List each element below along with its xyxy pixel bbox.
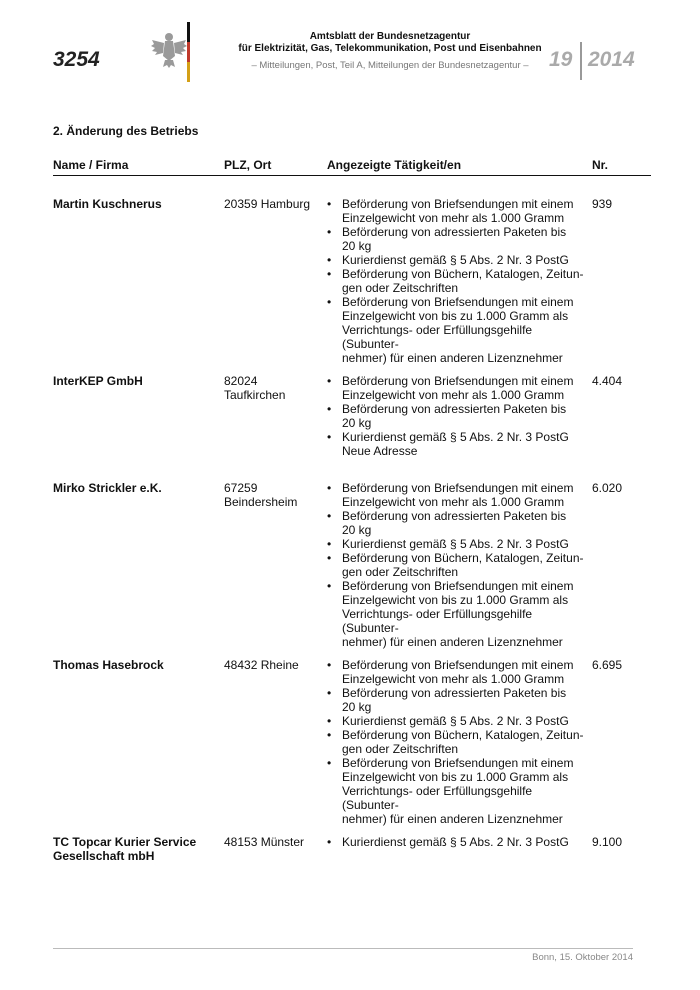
activity-line: Einzelgewicht von mehr als 1.000 Gramm bbox=[342, 388, 565, 402]
activity-line: 20 kg bbox=[342, 700, 372, 714]
activity-line: Verrichtungs- oder Erfüllungsgehilfe (Subunter- bbox=[342, 323, 533, 351]
entry-name-line: Mirko Strickler e.K. bbox=[53, 481, 162, 495]
activity-line: gen oder Zeitschriften bbox=[342, 281, 459, 295]
entry-place-line: Taufkirchen bbox=[224, 388, 286, 402]
activity-line: Einzelgewicht von bis zu 1.000 Gramm als bbox=[342, 770, 569, 784]
entry-place-line: Beindersheim bbox=[224, 495, 298, 509]
activity-item bbox=[327, 551, 589, 579]
activity-item bbox=[327, 225, 589, 253]
activity-line: Beförderung von Büchern, Katalogen, Zeitun- bbox=[342, 551, 584, 565]
activity-item bbox=[327, 686, 589, 714]
activity-line: Beförderung von Briefsendungen mit einem bbox=[342, 481, 574, 495]
entry-place-line: 48153 Münster bbox=[224, 835, 305, 849]
entry-name-line: Martin Kuschnerus bbox=[53, 197, 162, 211]
activity-line: Einzelgewicht von mehr als 1.000 Gramm bbox=[342, 211, 565, 225]
activity-item bbox=[327, 509, 589, 537]
bullet-icon: • bbox=[327, 686, 332, 700]
bullet-icon: • bbox=[327, 374, 332, 388]
activity-line: gen oder Zeitschriften bbox=[342, 565, 459, 579]
activity-line: 20 kg bbox=[342, 239, 372, 253]
activity-line: gen oder Zeitschriften bbox=[342, 742, 459, 756]
activity-item bbox=[327, 714, 589, 728]
entry-activities bbox=[327, 197, 589, 365]
column-header-activities: Angezeigte Tätigkeit/en bbox=[327, 158, 462, 172]
bullet-icon: • bbox=[327, 197, 332, 211]
activity-line: Verrichtungs- oder Erfüllungsgehilfe (Subunter- bbox=[342, 607, 533, 635]
activity-item bbox=[327, 197, 589, 225]
activity-item bbox=[327, 430, 589, 444]
activity-line: nehmer) für einen anderen Lizenznehmer bbox=[342, 635, 563, 649]
entry-place bbox=[224, 658, 319, 672]
bullet-icon: • bbox=[327, 756, 332, 770]
bullet-icon: • bbox=[327, 430, 332, 444]
activity-line: 20 kg bbox=[342, 416, 372, 430]
activity-line: Einzelgewicht von mehr als 1.000 Gramm bbox=[342, 672, 565, 686]
activity-line: Einzelgewicht von bis zu 1.000 Gramm als bbox=[342, 593, 569, 607]
activity-line: Beförderung von adressierten Paketen bis bbox=[342, 686, 567, 700]
bullet-icon: • bbox=[327, 295, 332, 309]
gazette-subtitle: für Elektrizität, Gas, Telekommunikation, Post und Eisenbahnen bbox=[238, 43, 542, 54]
activity-line: nehmer) für einen anderen Lizenznehmer bbox=[342, 812, 563, 826]
entry-place bbox=[224, 835, 319, 849]
activity-line: Kurierdienst gemäß § 5 Abs. 2 Nr. 3 PostG bbox=[342, 714, 569, 728]
entry-name-line: Thomas Hasebrock bbox=[53, 658, 164, 672]
bullet-icon: • bbox=[327, 551, 332, 565]
activity-item bbox=[327, 579, 589, 649]
issue-number: 19 bbox=[549, 48, 573, 71]
entry-number: 6.020 bbox=[592, 481, 623, 495]
footer-date: Bonn, 15. Oktober 2014 bbox=[532, 952, 633, 963]
bullet-icon: • bbox=[327, 835, 332, 849]
issue-divider bbox=[580, 42, 582, 80]
activity-line: Kurierdienst gemäß § 5 Abs. 2 Nr. 3 PostG bbox=[342, 835, 569, 849]
column-header-nr: Nr. bbox=[592, 158, 609, 172]
entry-name bbox=[53, 481, 218, 495]
activity-line: Beförderung von Briefsendungen mit einem bbox=[342, 374, 574, 388]
activity-item bbox=[327, 267, 589, 295]
entry-activities bbox=[327, 481, 589, 649]
activity-line: 20 kg bbox=[342, 523, 372, 537]
activity-item bbox=[327, 402, 589, 430]
activity-item bbox=[327, 253, 589, 267]
activity-line: Beförderung von Briefsendungen mit einem bbox=[342, 756, 574, 770]
entry-number: 6.695 bbox=[592, 658, 623, 672]
column-header-name: Name / Firma bbox=[53, 158, 129, 172]
activity-line: Beförderung von Briefsendungen mit einem bbox=[342, 579, 574, 593]
activity-line: Verrichtungs- oder Erfüllungsgehilfe (Subunter- bbox=[342, 784, 533, 812]
footer-rule bbox=[53, 948, 633, 949]
entry-number: 4.404 bbox=[592, 374, 623, 388]
bullet-icon: • bbox=[327, 253, 332, 267]
entry-activities bbox=[327, 374, 589, 458]
entry-number: 939 bbox=[592, 197, 613, 211]
activity-line: Kurierdienst gemäß § 5 Abs. 2 Nr. 3 PostG bbox=[342, 537, 569, 551]
entry-number: 9.100 bbox=[592, 835, 623, 849]
bullet-icon: • bbox=[327, 579, 332, 593]
entry-place bbox=[224, 197, 319, 211]
bullet-icon: • bbox=[327, 402, 332, 416]
activity-line: Beförderung von adressierten Paketen bis bbox=[342, 402, 567, 416]
activity-line: Beförderung von Briefsendungen mit einem bbox=[342, 197, 574, 211]
entry-note: Neue Adresse bbox=[342, 444, 418, 458]
entry-place bbox=[224, 481, 319, 509]
section-title: 2. Änderung des Betriebs bbox=[53, 124, 199, 138]
entry-place-line: 67259 bbox=[224, 481, 258, 495]
gazette-title: Amtsblatt der Bundesnetzagentur bbox=[309, 31, 471, 42]
bullet-icon: • bbox=[327, 728, 332, 742]
entry-place-line: 20359 Hamburg bbox=[224, 197, 311, 211]
activity-line: Beförderung von adressierten Paketen bis bbox=[342, 509, 567, 523]
page-number: 3254 bbox=[53, 48, 100, 71]
activity-item bbox=[327, 835, 589, 849]
entry-name bbox=[53, 658, 218, 672]
entry-place bbox=[224, 374, 319, 402]
activity-line: Einzelgewicht von mehr als 1.000 Gramm bbox=[342, 495, 565, 509]
gazette-section: – Mitteilungen, Post, Teil A, Mitteilungen der Bundesnetzagentur – bbox=[251, 60, 529, 71]
activity-line: nehmer) für einen anderen Lizenznehmer bbox=[342, 351, 563, 365]
entry-name bbox=[53, 197, 218, 211]
bullet-icon: • bbox=[327, 658, 332, 672]
activity-item bbox=[327, 658, 589, 686]
entry-name bbox=[53, 835, 218, 863]
entry-name-line: TC Topcar Kurier Service bbox=[53, 835, 197, 849]
issue-year: 2014 bbox=[588, 48, 635, 71]
activity-item bbox=[327, 756, 589, 826]
activity-line: Kurierdienst gemäß § 5 Abs. 2 Nr. 3 PostG bbox=[342, 253, 569, 267]
entry-name bbox=[53, 374, 218, 388]
entry-place-line: 48432 Rheine bbox=[224, 658, 299, 672]
activity-item bbox=[327, 481, 589, 509]
column-header-place: PLZ, Ort bbox=[224, 158, 272, 172]
activity-line: Beförderung von Büchern, Katalogen, Zeitun- bbox=[342, 267, 584, 281]
entry-place-line: 82024 bbox=[224, 374, 258, 388]
bullet-icon: • bbox=[327, 537, 332, 551]
activity-line: Einzelgewicht von bis zu 1.000 Gramm als bbox=[342, 309, 569, 323]
activity-line: Beförderung von Briefsendungen mit einem bbox=[342, 295, 574, 309]
bullet-icon: • bbox=[327, 509, 332, 523]
bullet-icon: • bbox=[327, 267, 332, 281]
activity-line: Kurierdienst gemäß § 5 Abs. 2 Nr. 3 PostG bbox=[342, 430, 569, 444]
activity-line: Beförderung von adressierten Paketen bis bbox=[342, 225, 567, 239]
federal-eagle-icon bbox=[150, 30, 188, 70]
activity-line: Beförderung von Briefsendungen mit einem bbox=[342, 658, 574, 672]
bullet-icon: • bbox=[327, 714, 332, 728]
activity-item bbox=[327, 295, 589, 365]
entry-activities bbox=[327, 658, 589, 826]
bullet-icon: • bbox=[327, 481, 332, 495]
bullet-icon: • bbox=[327, 225, 332, 239]
header-rule bbox=[53, 175, 651, 176]
activity-item bbox=[327, 537, 589, 551]
activity-line: Beförderung von Büchern, Katalogen, Zeitun- bbox=[342, 728, 584, 742]
entry-activities bbox=[327, 835, 589, 849]
entry-name-line: Gesellschaft mbH bbox=[53, 849, 155, 863]
activity-item bbox=[327, 374, 589, 402]
activity-item bbox=[327, 728, 589, 756]
entry-name-line: InterKEP GmbH bbox=[53, 374, 143, 388]
